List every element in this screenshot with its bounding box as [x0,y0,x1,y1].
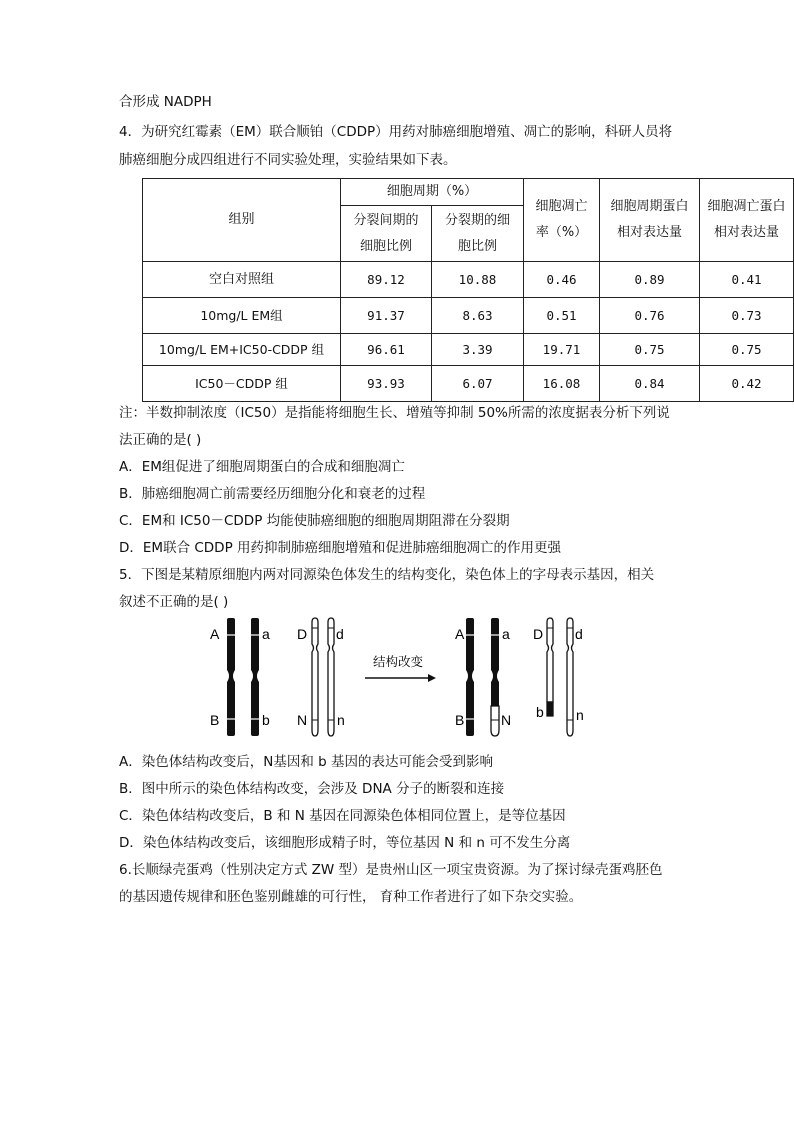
gene-label-B-after: B [455,712,465,728]
q4-option-d: D．EM联合 CDDP 用药抑制肺癌细胞增殖和促进肺癌细胞凋亡的作用更强 [119,540,562,556]
header-interphase-l1: 分裂间期的 [353,212,419,228]
gene-label-A-after: A [455,626,465,642]
arrow-label: 结构改变 [373,655,424,669]
chromosome-d-n-after [567,618,573,736]
chromosome-A-B [227,618,235,736]
q6-stem-line-1: 6.长顺绿壳蛋鸡（性别决定方式 ZW 型）是贵州山区一项宝贵资源。为了探讨绿壳蛋鸡胚色 [119,862,663,878]
gene-label-N-after: N [501,712,512,728]
q4-note-line-1: 注：半数抑制浓度（IC50）是指能将细胞生长、增殖等抑制 50%所需的浓度据表分析下列说 [119,405,670,421]
q4-option-b: B．肺癌细胞凋亡前需要经历细胞分化和衰老的过程 [119,486,426,502]
q5-stem-line-2: 叙述不正确的是( ) [119,594,229,610]
cell-cycle-protein: 0.75 [600,334,700,366]
gene-label-B: B [210,712,220,728]
cell-apoptosis-protein: 0.41 [700,262,794,298]
chromosome-A-B-after [466,618,474,736]
q4-note-line-2: 法正确的是( ) [119,432,202,448]
header-group: 组别 [143,179,341,262]
gene-label-D-after: D [533,626,544,642]
header-apoptosis-rate [524,179,600,262]
cell-apoptosis: 16.08 [524,366,600,402]
cell-apoptosis-protein: 0.75 [700,334,794,366]
q5-stem-line-1: 5．下图是某精原细胞内两对同源染色体发生的结构变化，染色体上的字母表示基因，相关 [119,567,655,583]
cell-apoptosis: 0.51 [524,298,600,334]
q6-stem-line-2: 的基因遗传规律和胚色鉴别雌雄的可行性， 育种工作者进行了如下杂交实验。 [119,889,583,905]
header-cycle: 细胞周期（%） [341,179,524,206]
gene-label-d-after: d [575,626,583,642]
cell-interphase: 96.61 [341,334,432,366]
table-row [143,366,794,402]
cell-group: IC50－CDDP 组 [143,366,341,402]
cell-interphase: 89.12 [341,262,432,298]
header-apoptosis-rate-l2: 率（%） [535,225,588,240]
cell-mitosis: 10.88 [432,262,524,298]
experiment-table [142,178,794,402]
gene-label-d: d [336,626,344,642]
header-cycle-protein [600,179,700,262]
q5-option-d: D．染色体结构改变后，该细胞形成精子时，等位基因 N 和 n 可不发生分离 [119,835,571,851]
cell-apoptosis: 0.46 [524,262,600,298]
header-mitosis-l1: 分裂期的细 [444,212,510,228]
header-cycle-protein-l1: 细胞周期蛋白 [610,199,689,214]
cell-apoptosis: 19.71 [524,334,600,366]
q4-option-a: A．EM组促进了细胞周期蛋白的合成和细胞凋亡 [119,459,405,475]
header-apoptosis-protein-l2: 相对表达量 [713,225,779,240]
arrow-right-icon [365,674,436,682]
chromosome-figure [200,616,600,740]
cell-group: 空白对照组 [143,262,341,298]
cell-apoptosis-protein: 0.42 [700,366,794,402]
cell-group: 10mg/L EM+IC50-CDDP 组 [143,334,341,366]
header-apoptosis-protein-l1: 细胞凋亡蛋白 [707,199,786,214]
cell-mitosis: 8.63 [432,298,524,334]
gene-label-b-after: b [536,704,544,720]
table-row [143,298,794,334]
q4-stem-line-2: 肺癌细胞分成四组进行不同实验处理，实验结果如下表。 [119,152,457,168]
text-line-prev-continuation: 合形成 NADPH [119,94,212,110]
gene-label-N: N [297,712,308,728]
chromosome-d-n [328,618,334,736]
header-cycle-protein-l2: 相对表达量 [616,225,682,240]
header-mitosis-l2: 胞比例 [457,238,497,254]
cell-mitosis: 3.39 [432,334,524,366]
q5-option-b: B．图中所示的染色体结构改变，会涉及 DNA 分子的断裂和连接 [119,781,505,797]
header-interphase [341,206,432,262]
header-apoptosis-protein [700,179,794,262]
cell-apoptosis-protein: 0.73 [700,298,794,334]
gene-label-a: a [262,626,270,642]
q4-stem-line-1: 4．为研究红霉素（EM）联合顺铂（CDDP）用药对肺癌细胞增殖、凋亡的影响，科研人员将 [119,124,673,140]
table-row [143,334,794,366]
cell-interphase: 91.37 [341,298,432,334]
cell-interphase: 93.93 [341,366,432,402]
chromosome-D-b-after [547,618,553,716]
header-mitosis [432,206,524,262]
cell-mitosis: 6.07 [432,366,524,402]
cell-cycle-protein: 0.84 [600,366,700,402]
cell-cycle-protein: 0.76 [600,298,700,334]
table-row [143,262,794,298]
q5-option-c: C．染色体结构改变后，B 和 N 基因在同源染色体相同位置上，是等位基因 [119,808,566,824]
header-interphase-l2: 细胞比例 [359,238,412,254]
gene-label-D: D [297,626,308,642]
gene-label-n-after: n [576,707,584,723]
q5-option-a: A．染色体结构改变后，N基因和 b 基因的表达可能会受到影响 [119,754,493,770]
chromosome-a-N-after [491,618,499,736]
header-apoptosis-rate-l1: 细胞凋亡 [535,199,588,214]
cell-group: 10mg/L EM组 [143,298,341,334]
gene-label-n: n [337,712,345,728]
gene-label-a-after: a [502,626,510,642]
q4-option-c: C．EM和 IC50－CDDP 均能使肺癌细胞的细胞周期阻滞在分裂期 [119,513,510,529]
gene-label-b: b [262,712,270,728]
chromosome-D-N [312,618,318,736]
cell-cycle-protein: 0.89 [600,262,700,298]
chromosome-a-b [251,618,259,736]
gene-label-A: A [210,626,220,642]
